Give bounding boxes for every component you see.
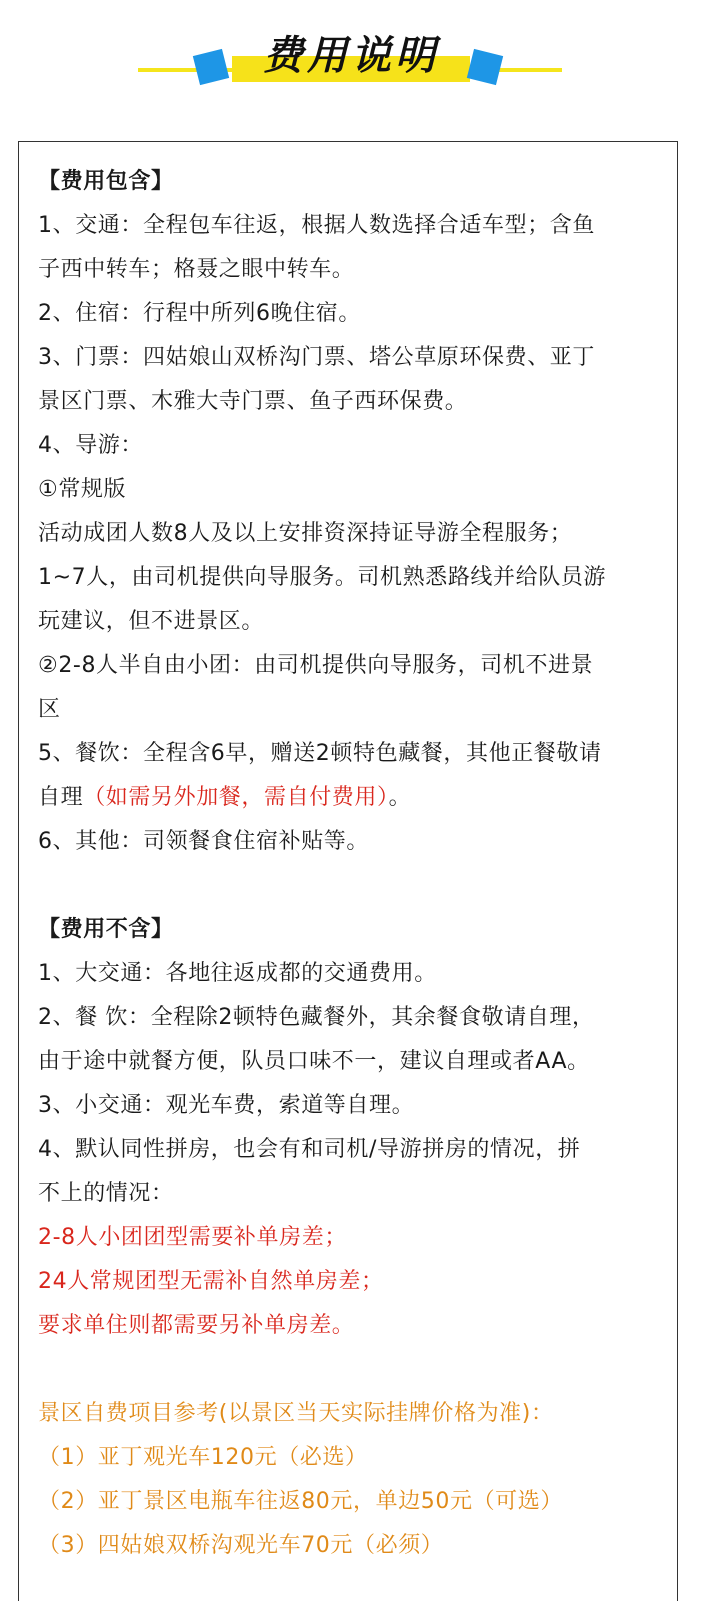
excluded-line: 不上的情况：	[38, 1181, 174, 1206]
included-line: 景区门票、木雅大寺门票、鱼子西环保费。	[38, 389, 468, 414]
included-line: 子西中转车；格聂之眼中转车。	[38, 257, 355, 282]
meal-prefix: 自理	[38, 785, 84, 810]
room-note: 要求单住则都需要另补单房差。	[38, 1313, 355, 1338]
excluded-line: 2、餐 饮：全程除2顿特色藏餐外，其余餐食敬请自理，	[38, 1005, 595, 1030]
included-other: 6、其他：司领餐食住宿补贴等。	[38, 829, 369, 854]
excluded-heading: 【费用不含】	[38, 917, 174, 942]
excluded-line: 3、小交通：观光车费，索道等自理。	[38, 1093, 415, 1118]
excluded-line: 1、大交通：各地往返成都的交通费用。	[38, 961, 437, 986]
included-line: 玩建议，但不进景区。	[38, 609, 265, 634]
included-line: 5、餐饮：全程含6早，赠送2顿特色藏餐，其他正餐敬请	[38, 741, 602, 766]
included-line: 活动成团人数8人及以上安排资深持证导游全程服务；	[38, 521, 573, 546]
room-note: 24人常规团型无需补自然单房差；	[38, 1269, 384, 1294]
excluded-line: 由于途中就餐方便，队员口味不一，建议自理或者AA。	[38, 1049, 590, 1074]
included-line: 1、交通：全程包车往返，根据人数选择合适车型；含鱼	[38, 213, 595, 238]
self-pay-heading: 景区自费项目参考(以景区当天实际挂牌价格为准)：	[38, 1401, 554, 1426]
self-pay-item: （3）四姑娘双桥沟观光车70元（必须）	[38, 1533, 444, 1558]
included-line: 2、住宿：行程中所列6晚住宿。	[38, 301, 361, 326]
included-line: 1~7人，由司机提供向导服务。司机熟悉路线并给队员游	[38, 565, 607, 590]
page-title: 费用说明	[263, 33, 439, 79]
meal-line	[38, 776, 668, 820]
self-pay-item: （2）亚丁景区电瓶车往返80元，单边50元（可选）	[38, 1489, 563, 1514]
included-line: 3、门票：四姑娘山双桥沟门票、塔公草原环保费、亚丁	[38, 345, 595, 370]
included-line: ①常规版	[38, 477, 127, 502]
meal-suffix: 。	[388, 785, 412, 810]
included-line: ②2-8人半自由小团：由司机提供向导服务，司机不进景	[38, 653, 594, 678]
included-heading: 【费用包含】	[38, 169, 174, 194]
fee-content	[38, 160, 668, 1568]
included-line: 区	[38, 697, 61, 722]
self-pay-item: （1）亚丁观光车120元（必选）	[38, 1445, 368, 1470]
section-header	[0, 0, 702, 110]
room-note: 2-8人小团团型需要补单房差；	[38, 1225, 347, 1250]
meal-note: （如需另外加餐，需自付费用）	[83, 785, 389, 810]
included-line: 4、导游：	[38, 433, 143, 458]
excluded-line: 4、默认同性拼房，也会有和司机/导游拼房的情况，拼	[38, 1137, 581, 1162]
